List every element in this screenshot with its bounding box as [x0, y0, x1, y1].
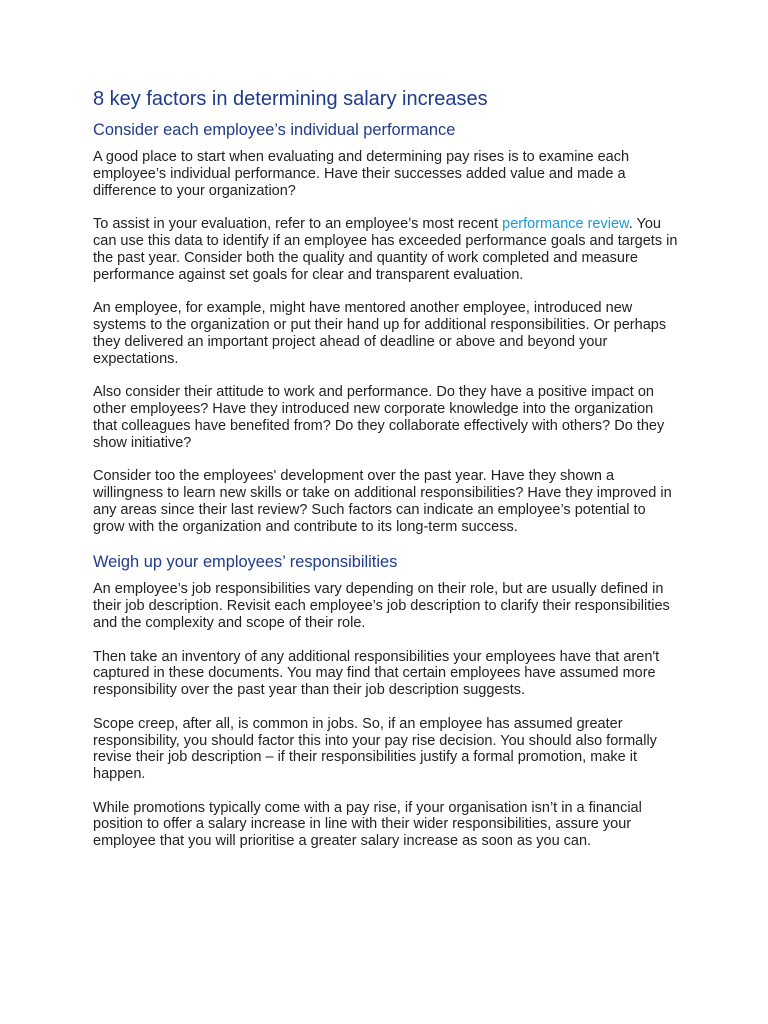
document-body: [93, 86, 678, 867]
paragraph-text: . You can use this data to identify if an employee has exceeded performance goals and targets in the past year. Consider both the quality and quantity of work completed and measure performance against set goals for clear and transparent evaluation.: [93, 216, 678, 283]
section-heading-performance: Consider each employee’s individual performance: [93, 121, 456, 139]
section-heading-responsibilities: Weigh up your employees’ responsibilities: [93, 553, 398, 572]
performance-review-link[interactable]: performance review: [502, 216, 629, 233]
paragraph-text: To assist in your evaluation, refer to an employee’s most recent: [93, 216, 503, 233]
paragraph: Consider too the employees' development over the past year. Have they shown a willingness to learn new skills or take on additional responsibilities? Have they improved in any areas since their last review? Such factors can indicate an employee’s potential to grow with the organization and contribute to its long-term success.: [93, 468, 672, 535]
paragraph: Scope creep, after all, is common in jobs. So, if an employee has assumed greater responsibility, you should factor this into your pay rise decision. You should also formally revise their job description – if their responsibilities justify a formal promotion, make it happen.: [93, 715, 657, 783]
paragraph: An employee’s job responsibilities vary depending on their role, but are usually defined in their job description. Revisit each employee’s job description to clarify their responsibilities and the complexity and scope of their role.: [93, 581, 670, 631]
document-title: 8 key factors in determining salary increases: [93, 88, 488, 110]
paragraph: Also consider their attitude to work and performance. Do they have a positive impact on other employees? Have they introduced new corporate knowledge into the organization that colleagues have benefited from? Do they collaborate effectively with others? Do they show initiative?: [93, 384, 665, 451]
paragraph-with-link: [93, 216, 678, 283]
paragraph: An employee, for example, might have mentored another employee, introduced new systems to the organization or put their hand up for additional responsibilities. Or perhaps they delivered an important project ahead of deadline or above and beyond your expectations.: [93, 300, 667, 367]
paragraph: While promotions typically come with a pay rise, if your organisation isn’t in a financial position to offer a salary increase in line with their wider responsibilities, assure your employee that you will prioritise a greater salary increase as soon as you can.: [93, 799, 642, 850]
paragraph: Then take an inventory of any additional responsibilities your employees have that aren't captured in these documents. You may find that certain employees have assumed more responsibility over the past year than their job description suggests.: [93, 648, 660, 699]
paragraph: A good place to start when evaluating and determining pay rises is to examine each employee’s individual performance. Have their successes added value and made a difference to your organization?: [93, 149, 630, 199]
